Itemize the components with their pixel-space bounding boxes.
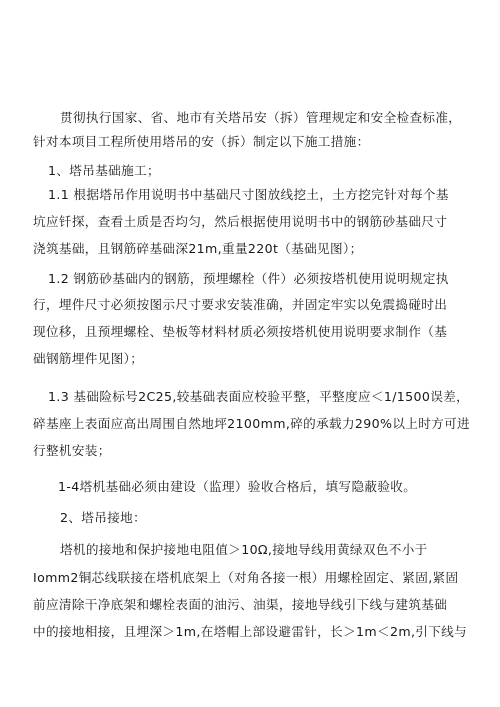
item-1-1-line-1: 1.1 根据塔吊作用说明书中基础尺寸图放线挖土，土方挖完针对每个基 xyxy=(48,187,449,202)
item-1-2-line-4: 础钢筋埋件见图）； xyxy=(33,351,144,366)
item-1-2-line-2: 行，埋件尺寸必须按图示尺寸要求安装准确，并固定牢实以免震捣碰时出 xyxy=(33,297,448,312)
item-1-3-line-1: 1.3 基础险标号2C25,较基础表面应校验平整，平整度应＜1/1500误差， xyxy=(48,389,470,404)
item-1-4-line-1: 1-4塔机基础必须由建设（监理）验收合格后，填写隐蔽验收。 xyxy=(58,479,417,494)
item-1-2-line-1: 1.2 钢筋砂基础内的钢筋，预埋螺栓（件）必须按塔机使用说明规定执 xyxy=(48,271,449,286)
section-2-heading: 2、塔吊接地： xyxy=(60,510,147,525)
grounding-line-2: Iomm2铜芯线联接在塔机底架上（对角各接一根）用螺栓固定、紧固,紧固 xyxy=(33,570,459,585)
grounding-line-3: 前应清除干净底架和螺栓表面的油污、油渠，接地导线引下线与建筑基础 xyxy=(33,597,448,612)
item-1-1-line-2: 坑应钎探，查看土质是否均匀，然后根据使用说明书中的钢筋砂基础尺寸 xyxy=(33,214,448,229)
intro-line-2: 针对本项目工程所使用塔吊的安（拆）制定以下施工措施： xyxy=(33,134,370,149)
item-1-3-line-3: 行整机安装； xyxy=(33,443,111,458)
item-1-1-line-3: 浇筑基础，且钢筋碎基础深21m,重量220t（基础见图）； xyxy=(33,241,363,256)
item-1-2-line-3: 现位移，且预埋螺栓、垫板等材料材质必须按塔机使用说明要求制作（基 xyxy=(33,324,448,339)
item-1-3-line-2: 碎基座上表面应高出周围自然地坪2100mm,碎的承载力290%以上时方可进 xyxy=(33,416,470,431)
grounding-line-1: 塔机的接地和保护接地电阻值＞10Ω,接地导线用黄绿双色不小于 xyxy=(60,542,428,557)
intro-line-1: 贯彻执行国家、省、地市有关塔吊安（拆）管理规定和安全检查标准， xyxy=(60,110,462,125)
section-1-heading: 1、塔吊基础施工； xyxy=(48,163,160,178)
grounding-line-4: 中的接地相接，且埋深＞1m,在塔帽上部设避雷针，长＞1m＜2m,引下线与 xyxy=(33,624,468,639)
